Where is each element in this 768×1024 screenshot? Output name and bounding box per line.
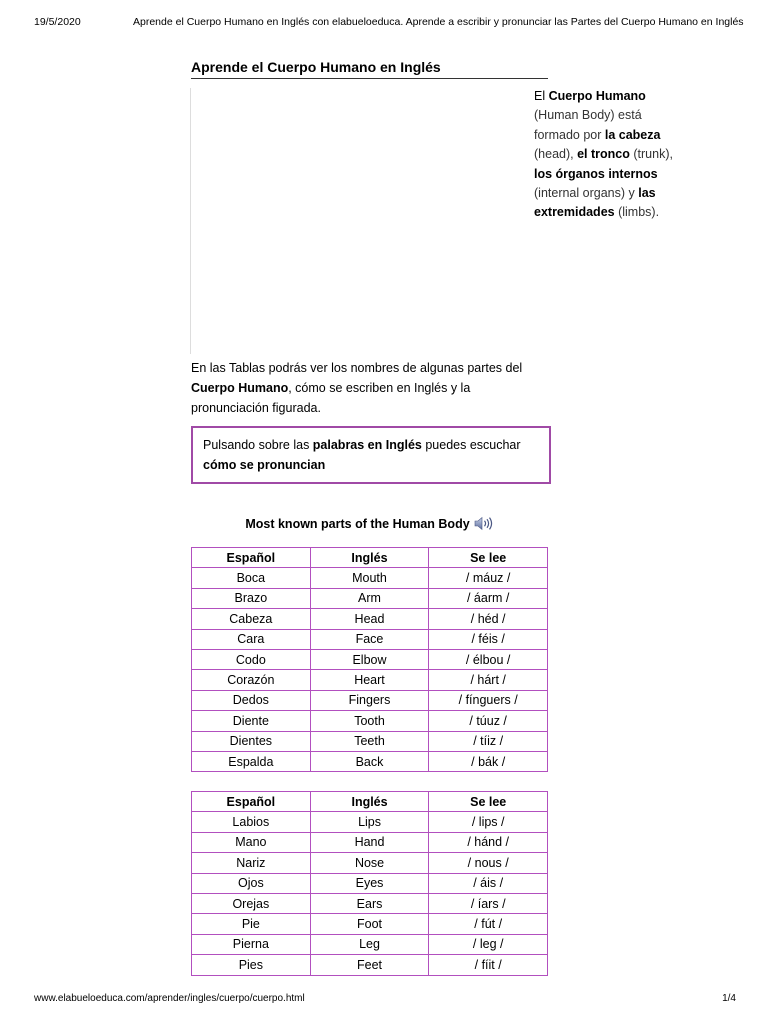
table-row bbox=[192, 568, 548, 588]
cell-ingles[interactable]: Arm bbox=[310, 588, 429, 608]
print-footer bbox=[0, 993, 768, 1009]
cell-ingles[interactable]: Back bbox=[310, 751, 429, 771]
cell-espanol: Pie bbox=[192, 914, 311, 934]
cell-espanol: Diente bbox=[192, 711, 311, 731]
cell-ingles[interactable]: Foot bbox=[310, 914, 429, 934]
table-row bbox=[192, 588, 548, 608]
cell-se-lee: / lips / bbox=[429, 812, 548, 832]
col-header-se-lee: Se lee bbox=[429, 792, 548, 812]
cell-ingles[interactable]: Head bbox=[310, 609, 429, 629]
table-row bbox=[192, 853, 548, 873]
table-row bbox=[192, 893, 548, 913]
intro-bold-1: Cuerpo Humano bbox=[548, 89, 646, 103]
cell-se-lee: / máuz / bbox=[429, 568, 548, 588]
speaker-icon[interactable] bbox=[474, 516, 494, 531]
callout-text-1: Pulsando sobre las bbox=[203, 438, 313, 452]
cell-espanol: Cabeza bbox=[192, 609, 311, 629]
cell-se-lee: / fíit / bbox=[429, 955, 548, 975]
print-page-title: Aprende el Cuerpo Humano en Inglés con elabueloeduca. Aprende a escribir y pronunciar las Partes del Cuerpo Humano en Inglés bbox=[133, 16, 744, 28]
col-header-ingles: Inglés bbox=[310, 548, 429, 568]
table-row bbox=[192, 609, 548, 629]
cell-ingles[interactable]: Nose bbox=[310, 853, 429, 873]
col-header-espanol: Español bbox=[192, 548, 311, 568]
table-title-text: Most known parts of the Human Body bbox=[245, 517, 470, 531]
col-header-espanol: Español bbox=[192, 792, 311, 812]
cell-ingles[interactable]: Hand bbox=[310, 832, 429, 852]
cell-se-lee: / tíiz / bbox=[429, 731, 548, 751]
intro-bold-3: el tronco bbox=[577, 147, 630, 162]
table-row bbox=[192, 873, 548, 893]
para-bold-1: Cuerpo Humano bbox=[191, 381, 289, 395]
section-heading: Aprende el Cuerpo Humano en Inglés bbox=[191, 59, 548, 79]
cell-espanol: Orejas bbox=[192, 893, 311, 913]
tables-description bbox=[191, 358, 551, 418]
intro-text-6: (limbs). bbox=[614, 205, 660, 220]
cell-espanol: Boca bbox=[192, 568, 311, 588]
cell-se-lee: / túuz / bbox=[429, 711, 548, 731]
intro-text-5: (internal organs) y bbox=[534, 186, 639, 201]
table-row bbox=[192, 649, 548, 669]
cell-espanol: Nariz bbox=[192, 853, 311, 873]
table-row bbox=[192, 690, 548, 710]
cell-espanol: Cara bbox=[192, 629, 311, 649]
intro-text bbox=[534, 87, 674, 223]
table-header-row bbox=[192, 548, 548, 568]
table-row bbox=[192, 832, 548, 852]
intro-bold-4: los órganos internos bbox=[534, 166, 658, 181]
cell-se-lee: / hárt / bbox=[429, 670, 548, 690]
cell-espanol: Corazón bbox=[192, 670, 311, 690]
cell-ingles[interactable]: Feet bbox=[310, 955, 429, 975]
cell-se-lee: / élbou / bbox=[429, 649, 548, 669]
cell-espanol: Ojos bbox=[192, 873, 311, 893]
col-header-se-lee: Se lee bbox=[429, 548, 548, 568]
cell-espanol: Pies bbox=[192, 955, 311, 975]
cell-espanol: Labios bbox=[192, 812, 311, 832]
table-body bbox=[192, 568, 548, 772]
intro-bold-2: la cabeza bbox=[604, 127, 661, 142]
cell-ingles[interactable]: Ears bbox=[310, 893, 429, 913]
print-header bbox=[0, 16, 768, 32]
pronunciation-callout bbox=[191, 426, 551, 484]
intro-bold-5: las extremidades bbox=[534, 186, 656, 220]
para-text-2: , cómo se escriben en Inglés y la pronunciación figurada. bbox=[191, 381, 471, 415]
cell-ingles[interactable]: Face bbox=[310, 629, 429, 649]
table-title bbox=[191, 517, 548, 532]
cell-espanol: Codo bbox=[192, 649, 311, 669]
col-header-ingles: Inglés bbox=[310, 792, 429, 812]
cell-ingles[interactable]: Mouth bbox=[310, 568, 429, 588]
para-text-1: En las Tablas podrás ver los nombres de algunas partes del bbox=[191, 361, 523, 375]
cell-espanol: Espalda bbox=[192, 751, 311, 771]
callout-bold-2: cómo se pronuncian bbox=[203, 458, 326, 472]
table-row bbox=[192, 670, 548, 690]
print-page-number: 1/4 bbox=[722, 993, 736, 1004]
cell-se-lee: / fút / bbox=[429, 914, 548, 934]
cell-se-lee: / bák / bbox=[429, 751, 548, 771]
table-header-row bbox=[192, 792, 548, 812]
table-row bbox=[192, 955, 548, 975]
table-row bbox=[192, 731, 548, 751]
print-url: www.elabueloeduca.com/aprender/ingles/cuerpo/cuerpo.html bbox=[34, 993, 305, 1004]
cell-ingles[interactable]: Elbow bbox=[310, 649, 429, 669]
cell-ingles[interactable]: Tooth bbox=[310, 711, 429, 731]
body-parts-table-2 bbox=[191, 791, 548, 976]
cell-ingles[interactable]: Leg bbox=[310, 934, 429, 954]
table-body bbox=[192, 812, 548, 975]
cell-espanol: Dientes bbox=[192, 731, 311, 751]
intro-text-2: (Human Body) está formado por bbox=[534, 108, 642, 142]
intro-text-3: (head), bbox=[534, 147, 578, 162]
callout-bold-1: palabras en Inglés bbox=[312, 438, 422, 452]
cell-ingles[interactable]: Eyes bbox=[310, 873, 429, 893]
print-date: 19/5/2020 bbox=[34, 16, 81, 28]
cell-espanol: Brazo bbox=[192, 588, 311, 608]
cell-ingles[interactable]: Teeth bbox=[310, 731, 429, 751]
cell-se-lee: / leg / bbox=[429, 934, 548, 954]
intro-text-4: (trunk), bbox=[629, 147, 673, 162]
cell-se-lee: / íars / bbox=[429, 893, 548, 913]
table-row bbox=[192, 812, 548, 832]
callout-text-2: puedes escuchar bbox=[421, 438, 521, 452]
cell-ingles[interactable]: Heart bbox=[310, 670, 429, 690]
body-parts-table-1 bbox=[191, 547, 548, 772]
cell-espanol: Dedos bbox=[192, 690, 311, 710]
cell-espanol: Mano bbox=[192, 832, 311, 852]
cell-espanol: Pierna bbox=[192, 934, 311, 954]
cell-se-lee: / héd / bbox=[429, 609, 548, 629]
cell-ingles[interactable]: Fingers bbox=[310, 690, 429, 710]
cell-se-lee: / áarm / bbox=[429, 588, 548, 608]
cell-se-lee: / hánd / bbox=[429, 832, 548, 852]
table-row bbox=[192, 711, 548, 731]
table-row bbox=[192, 934, 548, 954]
table-row bbox=[192, 751, 548, 771]
intro-text-1: El bbox=[534, 89, 549, 103]
cell-se-lee: / nous / bbox=[429, 853, 548, 873]
cell-se-lee: / fínguers / bbox=[429, 690, 548, 710]
cell-se-lee: / áis / bbox=[429, 873, 548, 893]
human-body-image-area bbox=[190, 88, 521, 354]
table-row bbox=[192, 629, 548, 649]
table-row bbox=[192, 914, 548, 934]
cell-ingles[interactable]: Lips bbox=[310, 812, 429, 832]
cell-se-lee: / féis / bbox=[429, 629, 548, 649]
